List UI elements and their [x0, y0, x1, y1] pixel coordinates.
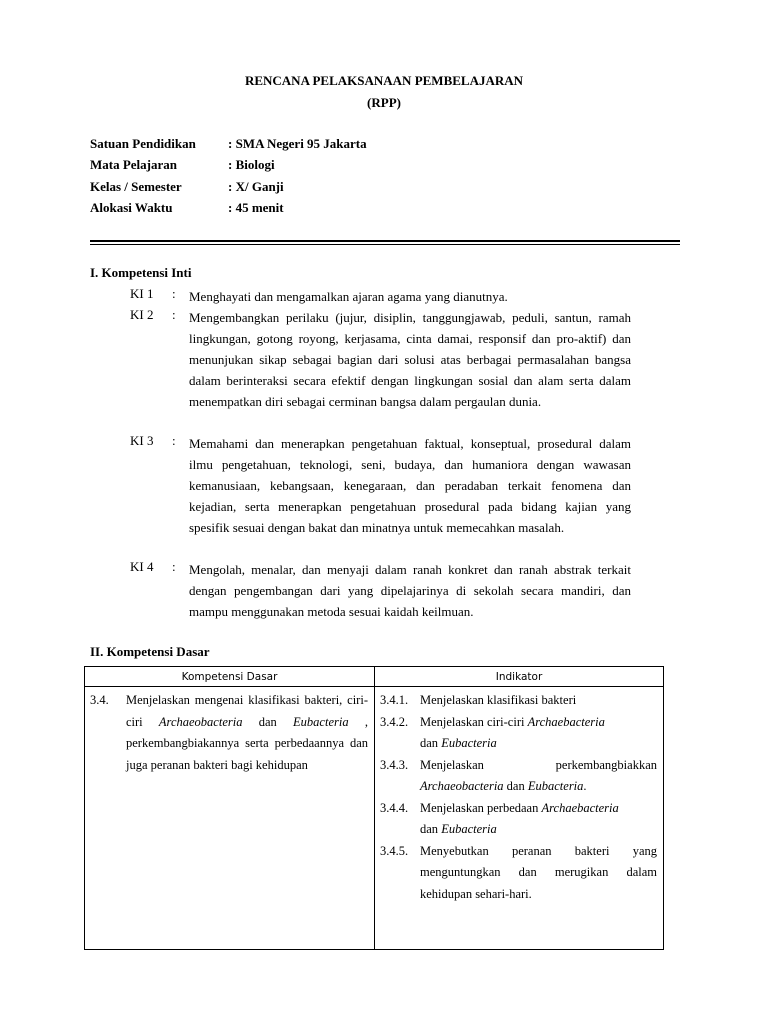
indicator-number: 3.4.3.	[380, 757, 409, 772]
indicator-text-italic: Archaebacteria	[527, 714, 605, 729]
ki-separator: :	[172, 433, 176, 448]
kd-cell	[85, 687, 375, 950]
indicator-number: 3.4.5.	[380, 843, 409, 858]
indicator-item	[380, 755, 657, 798]
kd-text-part: dan	[242, 714, 294, 729]
column-header-indikator: Indikator	[375, 667, 664, 687]
kd-text-italic: Eubacteria	[293, 714, 349, 729]
ki-separator: :	[172, 286, 176, 301]
divider-thick	[90, 240, 680, 242]
identity-label: Mata Pelajaran	[90, 157, 178, 172]
indicator-text-part: Menjelaskan klasifikasi bakteri	[420, 693, 577, 707]
identity-value: : Biologi	[228, 157, 275, 172]
kd-number: 3.4.	[90, 693, 109, 707]
ki-separator: :	[172, 559, 176, 574]
indicator-text-part: dan	[420, 736, 442, 750]
indicator-text-part: Menjelaskan ciri-ciri	[420, 714, 528, 729]
indicator-cell	[375, 687, 664, 950]
indicator-text	[420, 690, 657, 712]
identity-value: : X/ Ganji	[228, 179, 284, 194]
divider-thin	[90, 244, 680, 245]
ki-code: KI 3	[130, 433, 154, 448]
indicator-text-part: .	[583, 779, 587, 793]
kompetensi-dasar-table	[84, 666, 664, 950]
kd-text-part: Menjelaskan mengenai klasifikasi bakteri, ciri-ciri	[126, 693, 368, 729]
kd-entry	[85, 687, 374, 776]
indicator-text	[420, 841, 657, 906]
ki-separator: :	[172, 307, 176, 322]
ki-code: KI 2	[130, 307, 154, 322]
document-subtitle: (RPP)	[367, 95, 401, 110]
ki-code: KI 1	[130, 286, 154, 301]
identity-label: Satuan Pendidikan	[90, 136, 196, 151]
indicator-text-italic: Archaeobacteria	[420, 779, 504, 793]
indicator-text	[420, 798, 657, 841]
indicator-text	[420, 755, 657, 798]
indicator-item	[380, 712, 657, 755]
table-row	[85, 687, 664, 950]
indicator-text-part: Menjelaskan perkembangbiakkan	[420, 757, 657, 772]
indicator-text-part: Menyebutkan peranan bakteri yang menguntungkan dan merugikan dalam kehidupan sehari-hari.	[420, 843, 657, 901]
column-header-kompetensi-dasar: Kompetensi Dasar	[85, 667, 375, 687]
identity-label: Alokasi Waktu	[90, 200, 173, 215]
document-title: RENCANA PELAKSANAAN PEMBELAJARAN	[244, 73, 524, 88]
ki-text: Menghayati dan mengamalkan ajaran agama yang dianutnya.	[189, 289, 508, 304]
indicator-number: 3.4.4.	[380, 800, 409, 815]
identity-label: Kelas / Semester	[90, 179, 182, 194]
identity-value: : 45 menit	[228, 200, 284, 215]
kd-text	[126, 690, 368, 776]
kd-text-italic: Archaeobacteria	[158, 714, 243, 729]
indicator-item	[380, 690, 657, 712]
ki-text: Memahami dan menerapkan pengetahuan faktual, konseptual, prosedural dalam ilmu pengetahuan, teknologi, seni, budaya, dan humaniora dengan wawasan kemanusiaan, kebangsaan, kenegaraan, dan peradaban terkait fenomena dan kejadian, serta menerapkan pengetahuan prosedural pada bidang kajian yang spesifik sesuai dengan bakat dan minatnya untuk memecahkan masalah.	[189, 436, 631, 535]
indicator-text-part: dan	[503, 779, 528, 793]
indicator-item	[380, 798, 657, 841]
kd-text-part: , perkembangbiakannya serta perbedaannya dan juga peranan bakteri bagi kehidupan	[126, 714, 368, 772]
ki-text: Mengolah, menalar, dan menyaji dalam ranah konkret dan ranah abstrak terkait dengan pengembangan dari yang dipelajarinya di sekolah secara mandiri, dan mampu menggunakan metoda sesuai kaidah keilmuan.	[189, 562, 631, 619]
table-header-row	[85, 667, 664, 687]
identity-value: : SMA Negeri 95 Jakarta	[228, 136, 367, 151]
ki-code: KI 4	[130, 559, 154, 574]
indicator-text-part: dan	[420, 822, 442, 836]
ki-text: Mengembangkan perilaku (jujur, disiplin, tanggungjawab, peduli, santun, ramah lingkungan, gotong royong, kerjasama, cinta damai, responsif dan pro-aktif) dan menunjukan sikap sebagai bagian dari solusi atas berbagai permasalahan bangsa dalam berinteraksi secara efektif dengan lingkungan sosial dan alam serta dalam menempatkan diri sebagai cerminan bangsa dalam pergaulan dunia.	[189, 310, 631, 409]
section-heading-kompetensi-dasar: II. Kompetensi Dasar	[90, 644, 210, 659]
indicator-text-italic: Eubacteria	[441, 736, 497, 750]
indicator-text-italic: Eubacteria	[527, 779, 584, 793]
indicator-text-italic: Archaebacteria	[541, 800, 619, 815]
indicator-item	[380, 841, 657, 906]
indicator-list	[375, 687, 663, 905]
indicator-text-part: Menjelaskan perbedaan	[420, 800, 542, 815]
indicator-text-italic: Eubacteria	[441, 822, 497, 836]
indicator-number: 3.4.2.	[380, 714, 409, 729]
section-heading-kompetensi-inti: I. Kompetensi Inti	[90, 265, 192, 280]
indicator-number: 3.4.1.	[380, 693, 409, 707]
indicator-text	[420, 712, 657, 755]
